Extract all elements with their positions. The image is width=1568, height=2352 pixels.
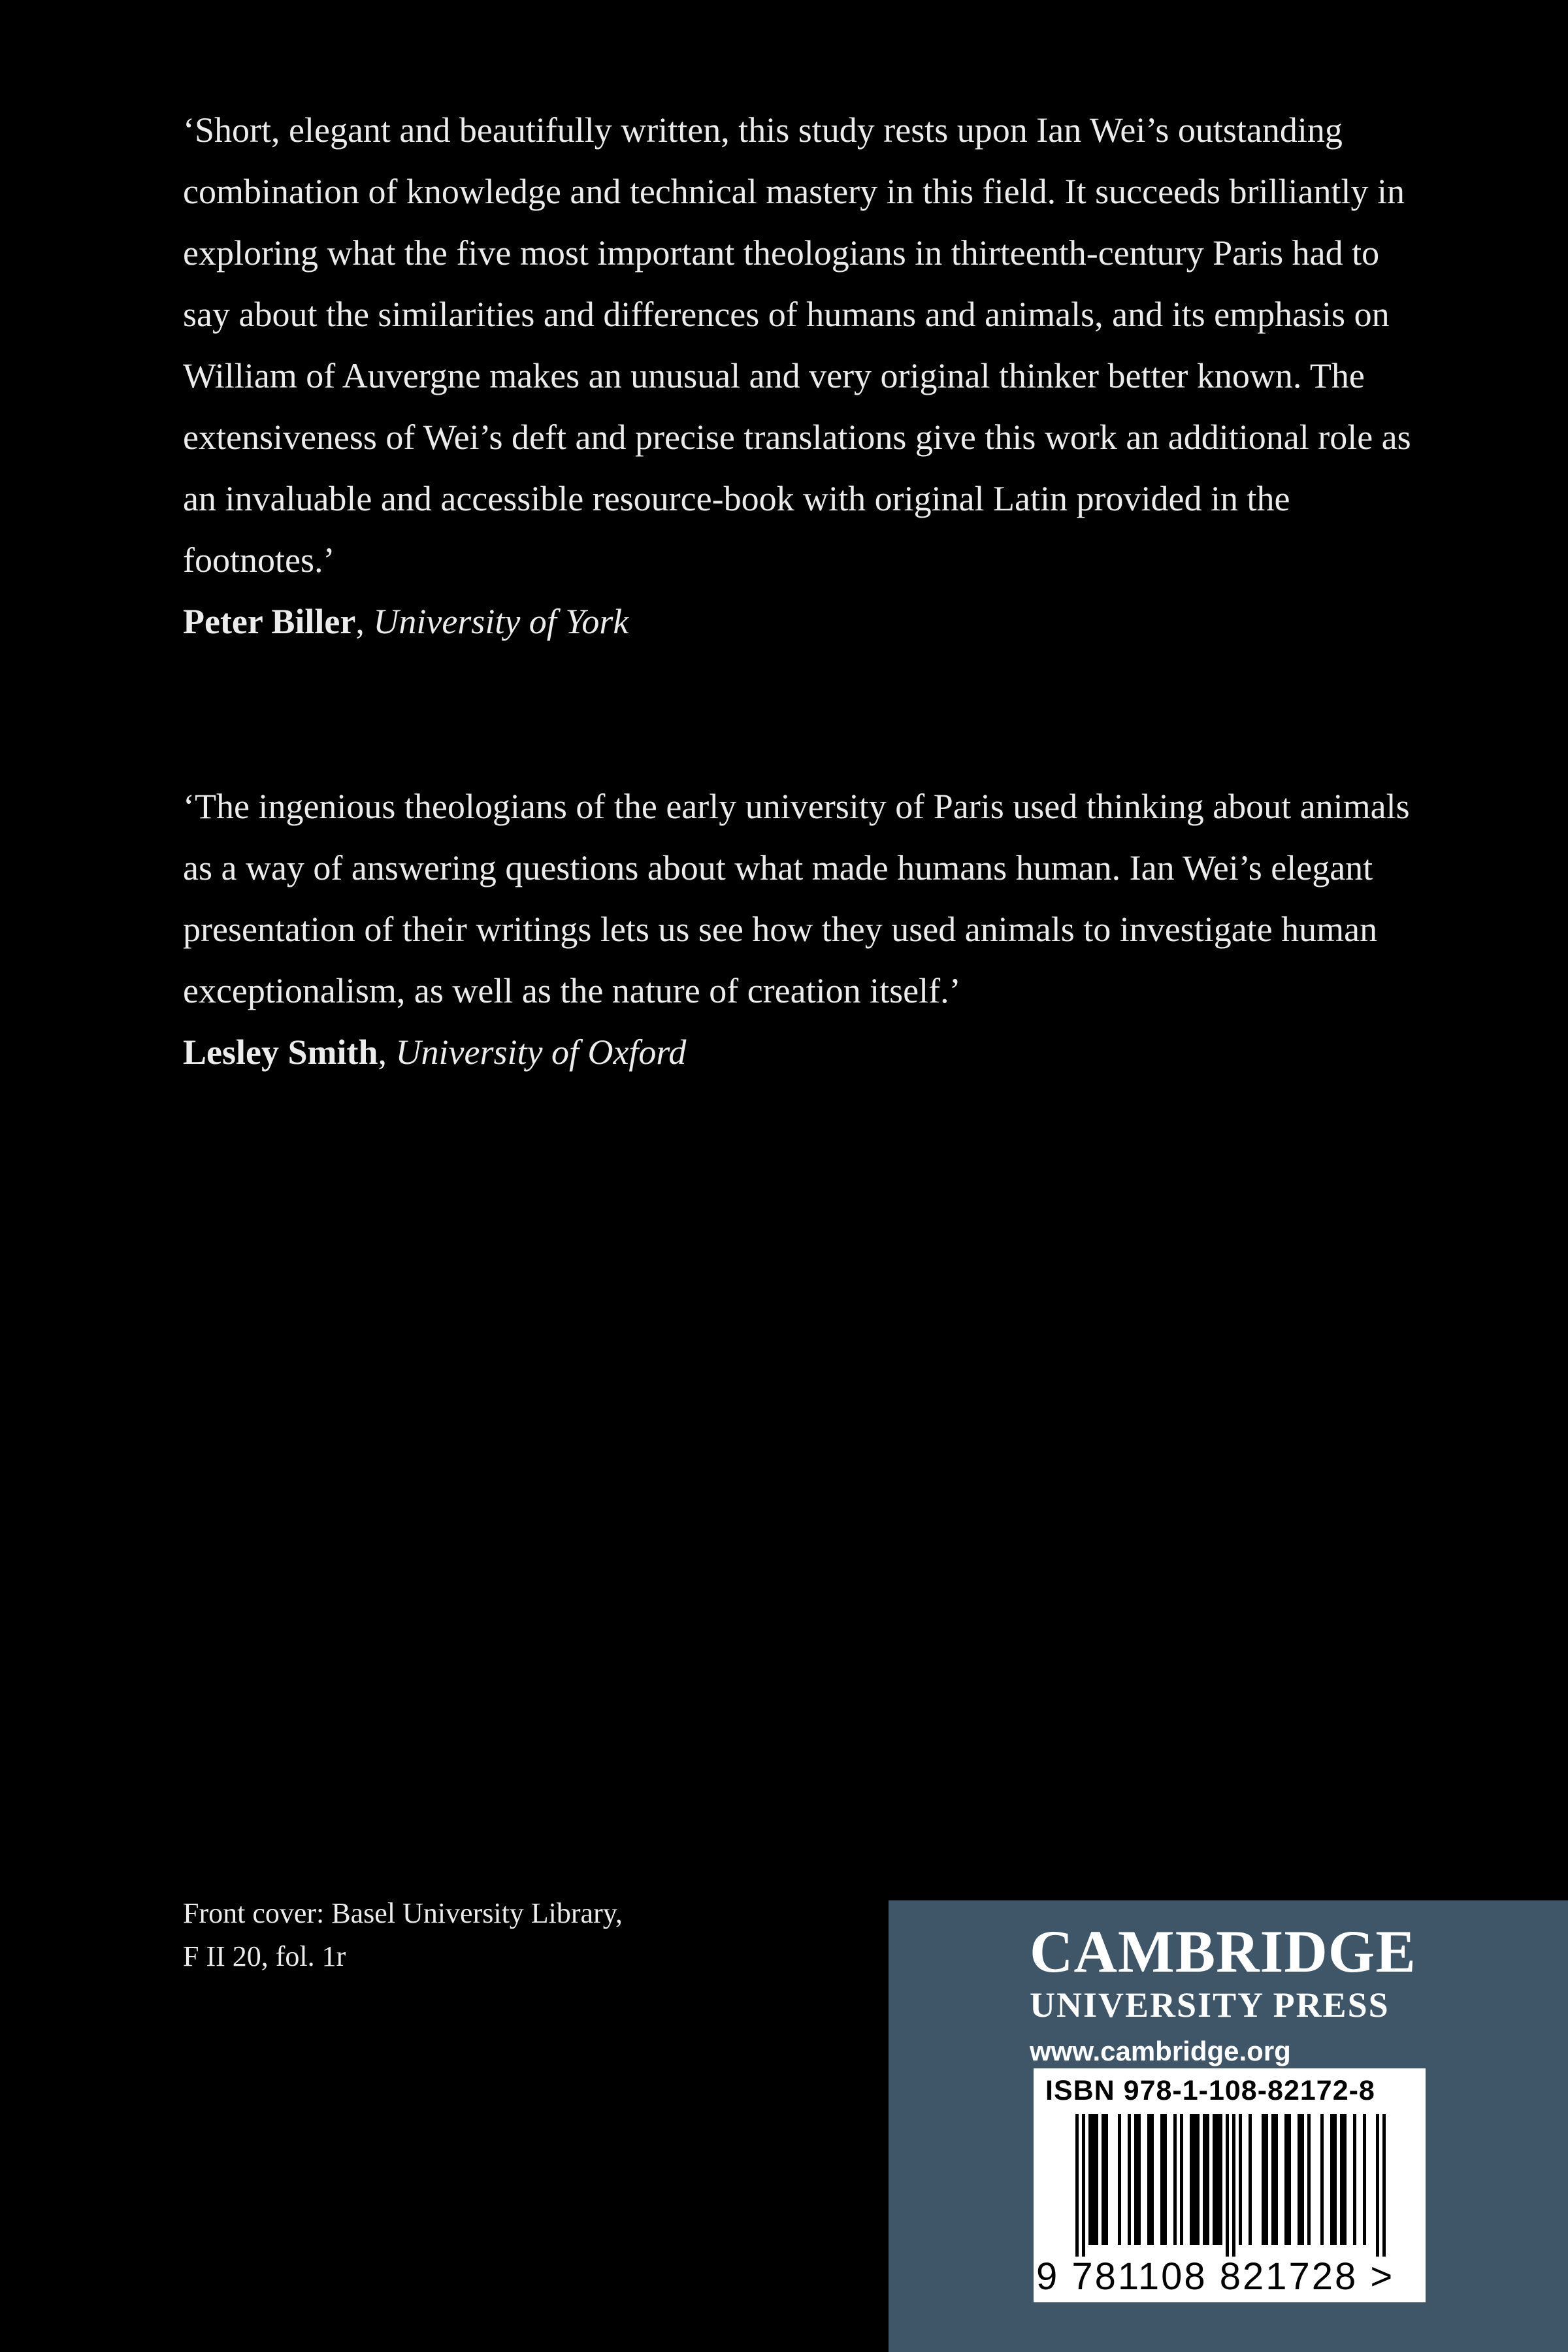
- barcode-bar: [1196, 2114, 1200, 2245]
- publisher-subname: UNIVERSITY PRESS: [1030, 1985, 1390, 2025]
- attribution-separator: ,: [355, 602, 374, 641]
- barcode-bar: [1333, 2114, 1337, 2245]
- barcode-bar: [1307, 2114, 1311, 2245]
- barcode-bar: [1284, 2114, 1288, 2245]
- barcode-bar: [1219, 2114, 1222, 2245]
- barcode-bar: [1173, 2114, 1177, 2245]
- barcode-bar: [1206, 2114, 1209, 2245]
- barcode-bar: [1265, 2114, 1268, 2245]
- barcode-bar: [1213, 2114, 1216, 2245]
- endorser-name: Peter Biller: [183, 602, 356, 641]
- barcode-bar: [1226, 2114, 1229, 2257]
- endorsement-attribution: [183, 591, 1424, 652]
- cover-credit: [183, 1892, 771, 1978]
- barcode-bar: [1095, 2114, 1098, 2245]
- barcode-bar: [1249, 2114, 1252, 2245]
- barcode-bar: [1239, 2114, 1242, 2245]
- barcode-bar: [1137, 2114, 1141, 2245]
- barcode-bar: [1340, 2114, 1343, 2245]
- barcode-bar: [1147, 2114, 1151, 2245]
- barcode-bars: [1045, 2114, 1414, 2257]
- isbn-barcode: [1034, 2068, 1426, 2302]
- endorser-affiliation: University of York: [373, 602, 629, 641]
- barcode-bar: [1262, 2114, 1265, 2245]
- endorser-affiliation: University of Oxford: [395, 1033, 687, 1072]
- barcode-bar: [1353, 2114, 1356, 2245]
- barcode-bar: [1075, 2114, 1079, 2257]
- barcode-bar: [1128, 2114, 1131, 2245]
- barcode-bar: [1092, 2114, 1095, 2245]
- barcode-bar: [1151, 2114, 1154, 2245]
- isbn-label: ISBN 978-1-108-82172-8: [1045, 2075, 1375, 2106]
- barcode-bar: [1105, 2114, 1108, 2245]
- barcode-bar: [1363, 2114, 1366, 2245]
- barcode-bar: [1193, 2114, 1196, 2245]
- publisher-name: CAMBRIDGE: [1030, 1918, 1416, 1985]
- barcode-bar: [1082, 2114, 1085, 2257]
- cover-credit-line: F II 20, fol. 1r: [183, 1940, 346, 1972]
- barcode-bar: [1118, 2114, 1121, 2245]
- publisher-logo: [1030, 1916, 1546, 2073]
- endorser-name: Lesley Smith: [183, 1033, 378, 1072]
- barcode-bar: [1320, 2114, 1324, 2245]
- cover-credit-line: Front cover: Basel University Library,: [183, 1897, 623, 1929]
- barcode-bar: [1216, 2114, 1219, 2245]
- barcode-bar: [1160, 2114, 1164, 2245]
- ean-digits: 9 781108 821728 >: [1036, 2255, 1395, 2298]
- endorsement-attribution: [183, 1021, 1424, 1083]
- endorsement-1: [183, 99, 1424, 652]
- barcode-bar: [1275, 2114, 1278, 2245]
- endorsement-quote: ‘Short, elegant and beautifully written, this study rests upon Ian Wei’s outstanding combination of knowledge and technical mastery in this field. It succeeds brilliantly in exploring what the five most important theologians in thirteenth-century Paris had to say about the similarities and differences of humans and animals, and its emphasis on William of Auvergne makes an unusual and very original thinker better known. The extensiveness of Wei’s deft and precise translations give this work an additional role as an invaluable and accessible resource-book with original Latin provided in the footnotes.’: [183, 110, 1411, 580]
- barcode-bar: [1190, 2114, 1193, 2245]
- barcode-bar: [1288, 2114, 1291, 2245]
- barcode-bar: [1298, 2114, 1301, 2245]
- barcode-bar: [1180, 2114, 1183, 2245]
- attribution-separator: ,: [378, 1033, 396, 1072]
- publisher-url: www.cambridge.org: [1030, 2036, 1291, 2066]
- barcode-bar: [1164, 2114, 1167, 2245]
- barcode-bar: [1203, 2114, 1206, 2245]
- barcode-bar: [1343, 2114, 1347, 2245]
- endorsement-quote: ‘The ingenious theologians of the early university of Paris used thinking about animals as a way of answering questions about what made humans human. Ian Wei’s elegant presentation of their writings lets us see how they used animals to investigate human exceptionalism, as well as the nature of creation itself.’: [183, 787, 1410, 1010]
- barcode-bar: [1134, 2114, 1137, 2245]
- barcode-bar: [1301, 2114, 1304, 2245]
- barcode-bar: [1271, 2114, 1275, 2245]
- barcode-bar: [1382, 2114, 1386, 2257]
- barcode-bar: [1088, 2114, 1092, 2245]
- barcode-bar: [1376, 2114, 1379, 2257]
- barcode-bar: [1232, 2114, 1235, 2257]
- barcode-bar: [1102, 2114, 1105, 2245]
- endorsement-2: [183, 776, 1424, 1083]
- barcode-bar: [1330, 2114, 1333, 2245]
- publisher-panel: [889, 1900, 1568, 2352]
